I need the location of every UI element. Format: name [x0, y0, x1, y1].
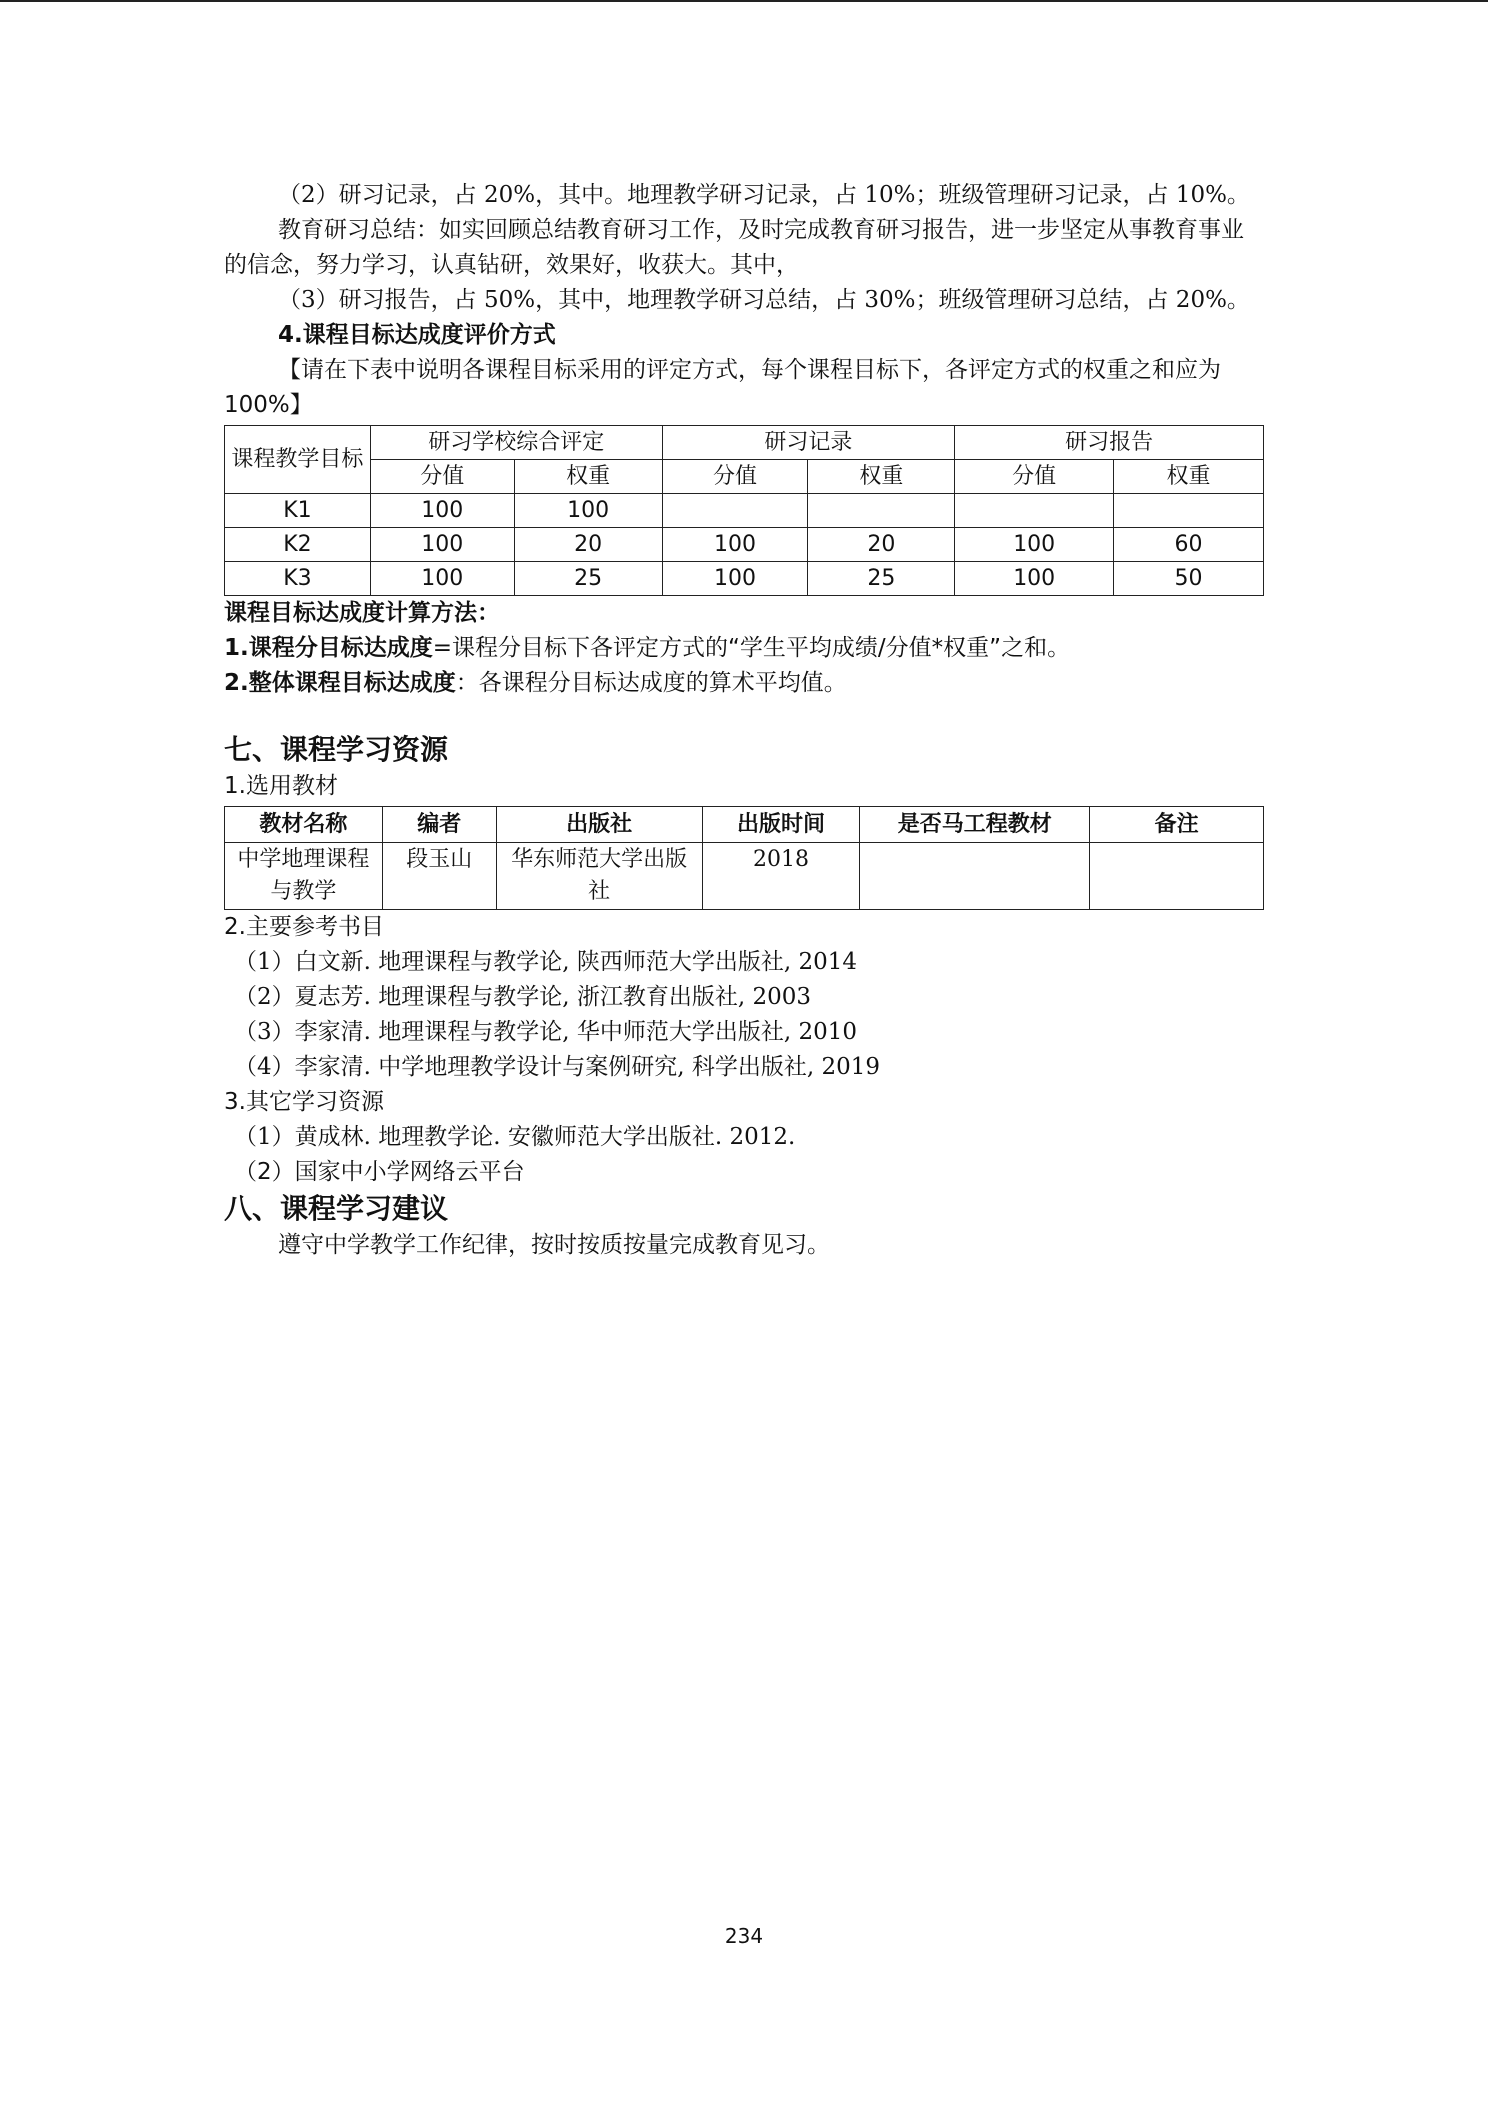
top-border [0, 0, 1488, 2]
table-header-row [225, 426, 1264, 460]
header-editor: 编者 [382, 807, 496, 843]
row-target: K3 [225, 562, 371, 596]
header-group-report: 研习报告 [955, 426, 1264, 460]
table-subheader-row [225, 460, 1264, 494]
subheader-score: 分值 [662, 460, 808, 494]
page-content [224, 178, 1264, 1263]
references-subtitle: 2.主要参考书目 [224, 914, 384, 940]
table-row [225, 528, 1264, 562]
cell-value [662, 494, 808, 528]
textbook-publisher: 华东师范大学出版社 [496, 843, 702, 910]
textbook-name: 中学地理课程与教学 [225, 843, 383, 910]
page-number: 234 [724, 1924, 764, 1948]
cell-value [1114, 494, 1264, 528]
textbook-editor: 段玉山 [382, 843, 496, 910]
cell-value: 25 [514, 562, 662, 596]
header-marx-project: 是否马工程教材 [860, 807, 1090, 843]
cell-value: 60 [1114, 528, 1264, 562]
section-8-title: 八、课程学习建议 [224, 1192, 449, 1225]
textbook-table [224, 806, 1264, 910]
subheader-weight: 权重 [1114, 460, 1264, 494]
cell-value: 100 [514, 494, 662, 528]
calc-line-1-term: 1.课程分目标达成度 [224, 635, 433, 661]
paragraph-research-report: （3）研习报告，占 50%，其中，地理教学研习总结，占 30%；班级管理研习总结，占 20%。 [278, 287, 1250, 313]
calc-line-2-term: 2.整体课程目标达成度 [224, 670, 456, 696]
calc-method-title: 课程目标达成度计算方法： [224, 600, 500, 626]
calc-line-2-text: ：各课程分目标达成度的算术平均值。 [455, 670, 847, 696]
cell-value: 100 [370, 562, 514, 596]
cell-value: 20 [514, 528, 662, 562]
textbook-year: 2018 [702, 843, 860, 910]
section-7-title: 七、课程学习资源 [224, 733, 449, 766]
header-group-records: 研习记录 [662, 426, 955, 460]
subheader-score: 分值 [370, 460, 514, 494]
list-item: （4）李家清. 中学地理教学设计与案例研究, 科学出版社, 2019 [234, 1054, 881, 1080]
table-row [225, 494, 1264, 528]
cell-value: 100 [662, 562, 808, 596]
cell-value [808, 494, 955, 528]
cell-value [955, 494, 1114, 528]
cell-value: 100 [370, 528, 514, 562]
textbook-notes [1090, 843, 1264, 910]
row-target: K1 [225, 494, 371, 528]
header-publish-year: 出版时间 [702, 807, 860, 843]
subheader-weight: 权重 [514, 460, 662, 494]
row-target: K2 [225, 528, 371, 562]
paragraph-research-records: （2）研习记录，占 20%，其中。地理教学研习记录，占 10%；班级管理研习记录，占 10%。 [278, 182, 1250, 208]
section-4-title: 4.课程目标达成度评价方式 [278, 322, 556, 348]
subheader-score: 分值 [955, 460, 1114, 494]
list-item: （1）黄成林. 地理教学论. 安徽师范大学出版社. 2012. [234, 1124, 796, 1150]
cell-value: 50 [1114, 562, 1264, 596]
calc-line-2 [224, 666, 1264, 701]
textbook-header-row [225, 807, 1264, 843]
cell-value: 100 [370, 494, 514, 528]
instruction-text: 【请在下表中说明各课程目标采用的评定方式，每个课程目标下，各评定方式的权重之和应为 100%】 [224, 357, 1221, 418]
study-advice-text: 遵守中学教学工作纪律，按时按质按量完成教育见习。 [278, 1232, 830, 1258]
header-publisher: 出版社 [496, 807, 702, 843]
list-item: （1）白文新. 地理课程与教学论, 陕西师范大学出版社, 2014 [234, 949, 858, 975]
cell-value: 100 [955, 528, 1114, 562]
subheader-weight: 权重 [808, 460, 955, 494]
table-row [225, 843, 1264, 910]
textbook-subtitle: 1.选用教材 [224, 773, 338, 799]
table-row [225, 562, 1264, 596]
list-item: （2）国家中小学网络云平台 [234, 1159, 525, 1185]
list-item: （2）夏志芳. 地理课程与教学论, 浙江教育出版社, 2003 [234, 984, 812, 1010]
list-item: （3）李家清. 地理课程与教学论, 华中师范大学出版社, 2010 [234, 1019, 858, 1045]
cell-value: 100 [955, 562, 1114, 596]
textbook-marx-project [860, 843, 1090, 910]
calc-line-1 [224, 631, 1264, 666]
calc-line-1-text: =课程分目标下各评定方式的“学生平均成绩/分值*权重”之和。 [432, 635, 1071, 661]
header-textbook-name: 教材名称 [225, 807, 383, 843]
evaluation-table [224, 425, 1264, 596]
cell-value: 20 [808, 528, 955, 562]
cell-value: 100 [662, 528, 808, 562]
paragraph-research-summary: 教育研习总结：如实回顾总结教育研习工作，及时完成教育研习报告，进一步坚定从事教育事业的信念，努力学习，认真钻研，效果好，收获大。其中， [224, 217, 1244, 278]
other-resources-subtitle: 3.其它学习资源 [224, 1089, 384, 1115]
header-target: 课程教学目标 [225, 426, 371, 494]
header-group-school: 研习学校综合评定 [370, 426, 662, 460]
cell-value: 25 [808, 562, 955, 596]
header-notes: 备注 [1090, 807, 1264, 843]
